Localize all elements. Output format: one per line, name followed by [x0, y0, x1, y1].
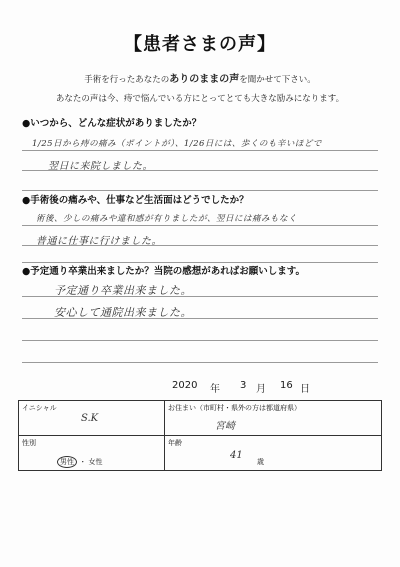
- question-1-label: ●いつから、どんな症状がありましたか？: [22, 118, 202, 129]
- intro-line-1-pre: 手術を行ったあなたの: [84, 75, 170, 85]
- answer-rule: [22, 340, 378, 341]
- age-unit: 歳: [257, 458, 264, 466]
- intro-line-2: あなたの声は今、痔で悩んでいる方にとってとても大きな励みになります。: [55, 94, 345, 104]
- question-3-label: ●予定通り卒業出来ましたか？当院の感想があればお願いします。: [22, 266, 306, 277]
- question-1-answer-line-2: 翌日に来院しました。: [48, 161, 153, 172]
- question-2-answer-line-1: 術後、少しの痛みや違和感が有りましたが、翌日には痛みもなく: [36, 214, 298, 224]
- question-2-answer-line-2: 普通に仕事に行けました。: [36, 236, 162, 247]
- gender-male-option: 男性: [57, 456, 77, 468]
- answer-rule: [22, 362, 378, 363]
- address-cell: [165, 401, 382, 436]
- answer-rule: [22, 150, 378, 151]
- answer-rule: [22, 225, 378, 226]
- age-value: 41: [230, 450, 243, 461]
- intro-line-1-bold: ありのままの声: [169, 74, 240, 85]
- question-2-label: ●手術後の痛みや、仕事など生活面はどうでしたか？: [22, 195, 249, 206]
- date-month-label: 月: [256, 384, 266, 395]
- date-day-label: 日: [300, 384, 310, 395]
- answer-rule: [22, 190, 378, 191]
- address-label: お住まい（市町村・県外の方は都道府県）: [168, 404, 301, 412]
- intro-line-1-post: を聞かせて下さい。: [239, 75, 316, 85]
- gender-female-option: 女性: [88, 458, 103, 466]
- initials-label: イニシャル: [22, 404, 57, 412]
- gender-label: 性別: [22, 439, 36, 447]
- date-year-label: 年: [210, 384, 220, 395]
- intro-line-1: [0, 70, 400, 85]
- age-cell: [165, 436, 382, 471]
- initials-cell: [19, 401, 165, 436]
- date-year: 2020: [172, 380, 198, 391]
- page-title: 【患者さまの声】: [124, 34, 276, 55]
- question-3-answer-line-1: 予定通り卒業出来ました。: [54, 284, 192, 297]
- gender-separator: ・: [79, 458, 87, 466]
- question-3-answer-line-2: 安心して通院出来ました。: [54, 306, 192, 319]
- date-month: 3: [240, 380, 247, 391]
- date-day: 16: [280, 380, 293, 391]
- question-1-answer-line-1: 1/25日から痔の痛み（ポイントが）、1/26日には、歩くのも辛いほどで: [32, 139, 322, 149]
- gender-cell: [19, 436, 165, 471]
- gender-options: [57, 456, 102, 468]
- address-value: 宮崎: [215, 421, 235, 432]
- info-form: [18, 400, 382, 471]
- initials-value: S.K: [81, 413, 99, 424]
- age-label: 年齢: [168, 439, 182, 447]
